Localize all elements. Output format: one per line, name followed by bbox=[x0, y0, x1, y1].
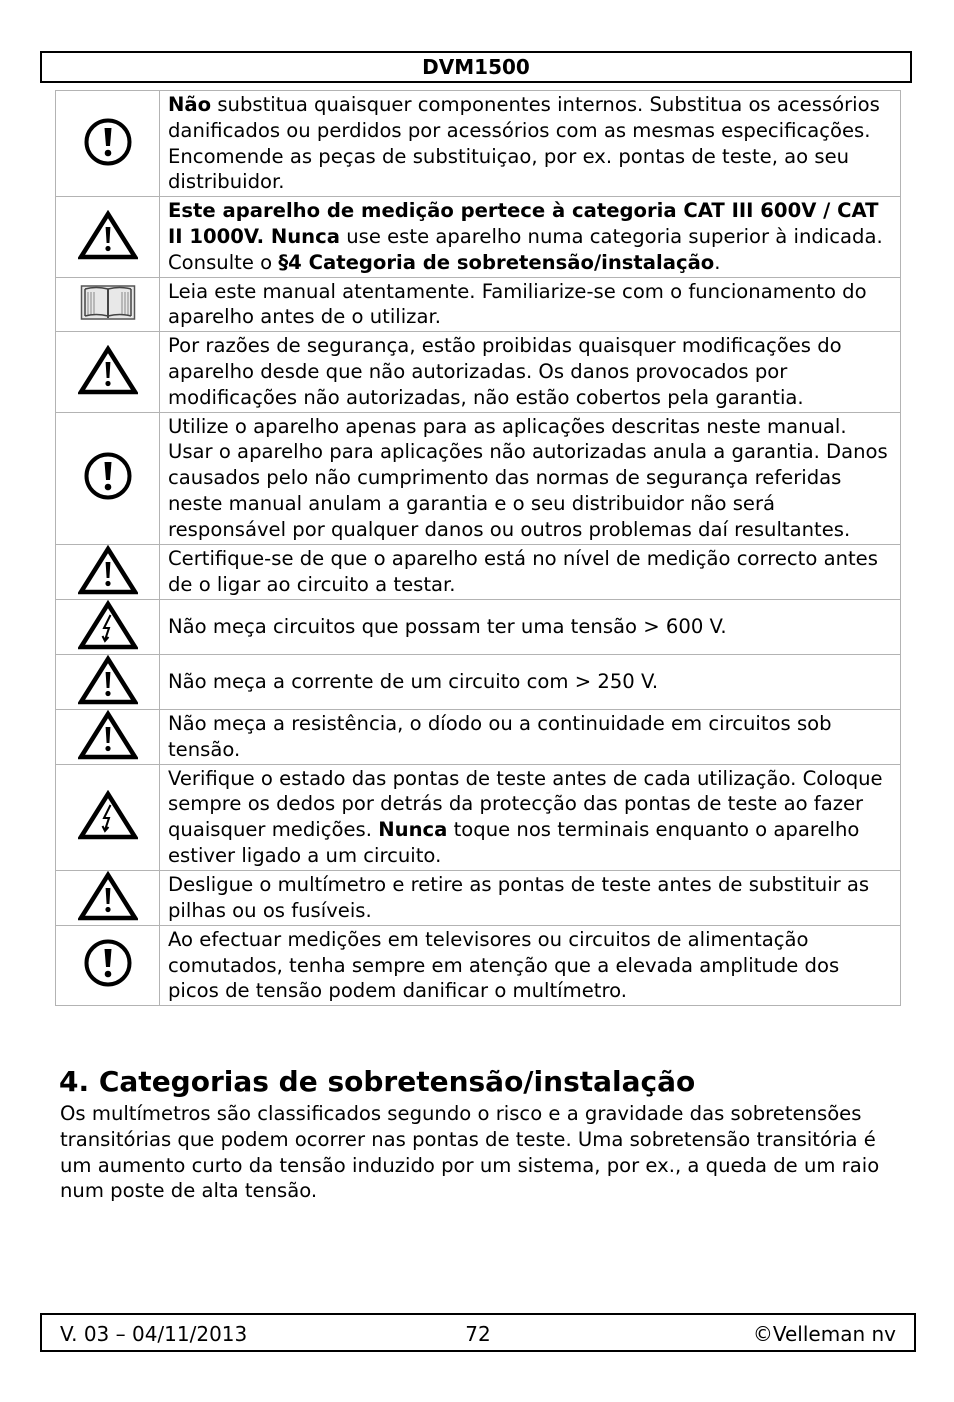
table-row bbox=[56, 197, 901, 277]
warning-triangle-icon bbox=[78, 710, 138, 764]
text-run: Leia este manual atentamente. Familiarize-se com o funcionamento do aparelho antes de o utilizar. bbox=[168, 279, 867, 329]
table-row bbox=[56, 654, 901, 709]
text-run: Certifique-se de que o aparelho está no nível de medição correcto antes de o ligar ao circuito a testar. bbox=[168, 546, 878, 596]
footer-copyright: ©Velleman nv bbox=[752, 1322, 896, 1346]
text-run: Desligue o multímetro e retire as pontas de teste antes de substituir as pilhas ou os fusíveis. bbox=[168, 872, 870, 922]
table-row bbox=[56, 412, 901, 544]
text-run: Não meça a resistência, o díodo ou a continuidade em circuitos sob tensão. bbox=[168, 711, 832, 761]
document-header bbox=[40, 51, 912, 83]
footer-version: V. 03 – 04/11/2013 bbox=[60, 1322, 248, 1346]
instruction-text bbox=[160, 654, 901, 709]
icon-cell bbox=[56, 654, 160, 709]
icon-cell bbox=[56, 925, 160, 1005]
emphasis-text: Nunca bbox=[378, 818, 448, 842]
icon-cell bbox=[56, 412, 160, 544]
instruction-text bbox=[160, 599, 901, 654]
footer-page-number: 72 bbox=[465, 1322, 491, 1346]
high-voltage-triangle-icon bbox=[78, 790, 138, 844]
instruction-text bbox=[160, 925, 901, 1005]
high-voltage-triangle-icon bbox=[78, 600, 138, 654]
text-run: Utilize o aparelho apenas para as aplicações descritas neste manual. Usar o aparelho para aplicações não autorizadas anula a garantia. Danos causados pelo não cumprimento das normas de segurança referidas neste manual anulam a garantia e o seu distribuidor não será responsável por qualquer danos ou outros problemas daí resultantes. bbox=[168, 414, 888, 541]
table-row bbox=[56, 91, 901, 197]
instruction-text bbox=[160, 870, 901, 925]
warning-triangle-icon bbox=[78, 545, 138, 599]
instruction-text bbox=[160, 91, 901, 197]
exclamation-circle-icon bbox=[83, 451, 133, 505]
text-run: Por razões de segurança, estão proibidas quaisquer modificações do aparelho desde que não autorizadas. Os danos provocados por modificações não autorizadas, não estão cobertos pela garantia. bbox=[168, 334, 842, 409]
safety-instructions-table bbox=[55, 90, 901, 1006]
warning-triangle-icon bbox=[78, 345, 138, 399]
warning-triangle-icon bbox=[78, 655, 138, 709]
emphasis-text: §4 Categoria de sobretensão/instalação bbox=[278, 250, 715, 274]
instruction-text bbox=[160, 764, 901, 870]
icon-cell bbox=[56, 870, 160, 925]
text-run: use este aparelho numa categoria superior à indicada. Consulte o bbox=[168, 224, 883, 274]
icon-cell bbox=[56, 277, 160, 332]
table-row bbox=[56, 599, 901, 654]
section-body: Os multímetros são classificados segundo o risco e a gravidade das sobretensões transitórias que podem ocorrer nas pontas de teste. Uma sobretensão transitória é um aumento curto da tensão induzido por um sistema, por ex., a queda de um raio num poste de alta tensão. bbox=[60, 1102, 880, 1203]
text-run: . bbox=[714, 250, 721, 274]
exclamation-circle-icon bbox=[83, 117, 133, 171]
instruction-text bbox=[160, 544, 901, 599]
table-row bbox=[56, 544, 901, 599]
text-run: Não meça a corrente de um circuito com > 250 V. bbox=[168, 669, 659, 693]
table-row bbox=[56, 764, 901, 870]
exclamation-circle-icon bbox=[83, 938, 133, 992]
instruction-text bbox=[160, 197, 901, 277]
instruction-text bbox=[160, 709, 901, 764]
emphasis-text: Não bbox=[168, 93, 212, 116]
table-row bbox=[56, 709, 901, 764]
icon-cell bbox=[56, 197, 160, 277]
text-run: substitua quaisquer componentes internos. Substitua os acessórios danificados ou perdidos por acessórios com as mesmas especificações. Encomende as peças de substituiçao, por ex. pontas de teste, ao seu distribuidor. bbox=[168, 93, 880, 194]
table-row bbox=[56, 870, 901, 925]
text-run: Ao efectuar medições em televisores ou circuitos de alimentação comutados, tenha sempre em atenção que a elevada amplitude dos picos de tensão podem danificar o multímetro. bbox=[168, 927, 840, 1003]
text-run: Não meça circuitos que possam ter uma tensão > 600 V. bbox=[168, 614, 727, 638]
document-footer bbox=[40, 1313, 916, 1352]
section-heading: 4. Categorias de sobretensão/instalação bbox=[59, 1065, 696, 1098]
icon-cell bbox=[56, 709, 160, 764]
icon-cell bbox=[56, 332, 160, 412]
manual-book-icon bbox=[80, 282, 136, 326]
emphasis-text: Este aparelho de medição pertece à categoria CAT III 600V / CAT II 1000V. Nunca bbox=[168, 199, 879, 248]
warning-triangle-icon bbox=[78, 871, 138, 925]
table-row bbox=[56, 925, 901, 1005]
text-run: Verifique o estado das pontas de teste antes de cada utilização. Coloque sempre os dedos por detrás da protecção das pontas de teste ao fazer quaisquer medições. bbox=[168, 766, 883, 842]
warning-triangle-icon bbox=[78, 210, 138, 264]
table-row bbox=[56, 277, 901, 332]
icon-cell bbox=[56, 544, 160, 599]
text-run: toque nos terminais enquanto o aparelho estiver ligado a um circuito. bbox=[168, 818, 860, 867]
instruction-text bbox=[160, 412, 901, 544]
instruction-text bbox=[160, 277, 901, 332]
table-row bbox=[56, 332, 901, 412]
icon-cell bbox=[56, 91, 160, 197]
header-title: DVM1500 bbox=[422, 55, 530, 79]
instruction-text bbox=[160, 332, 901, 412]
icon-cell bbox=[56, 764, 160, 870]
icon-cell bbox=[56, 599, 160, 654]
